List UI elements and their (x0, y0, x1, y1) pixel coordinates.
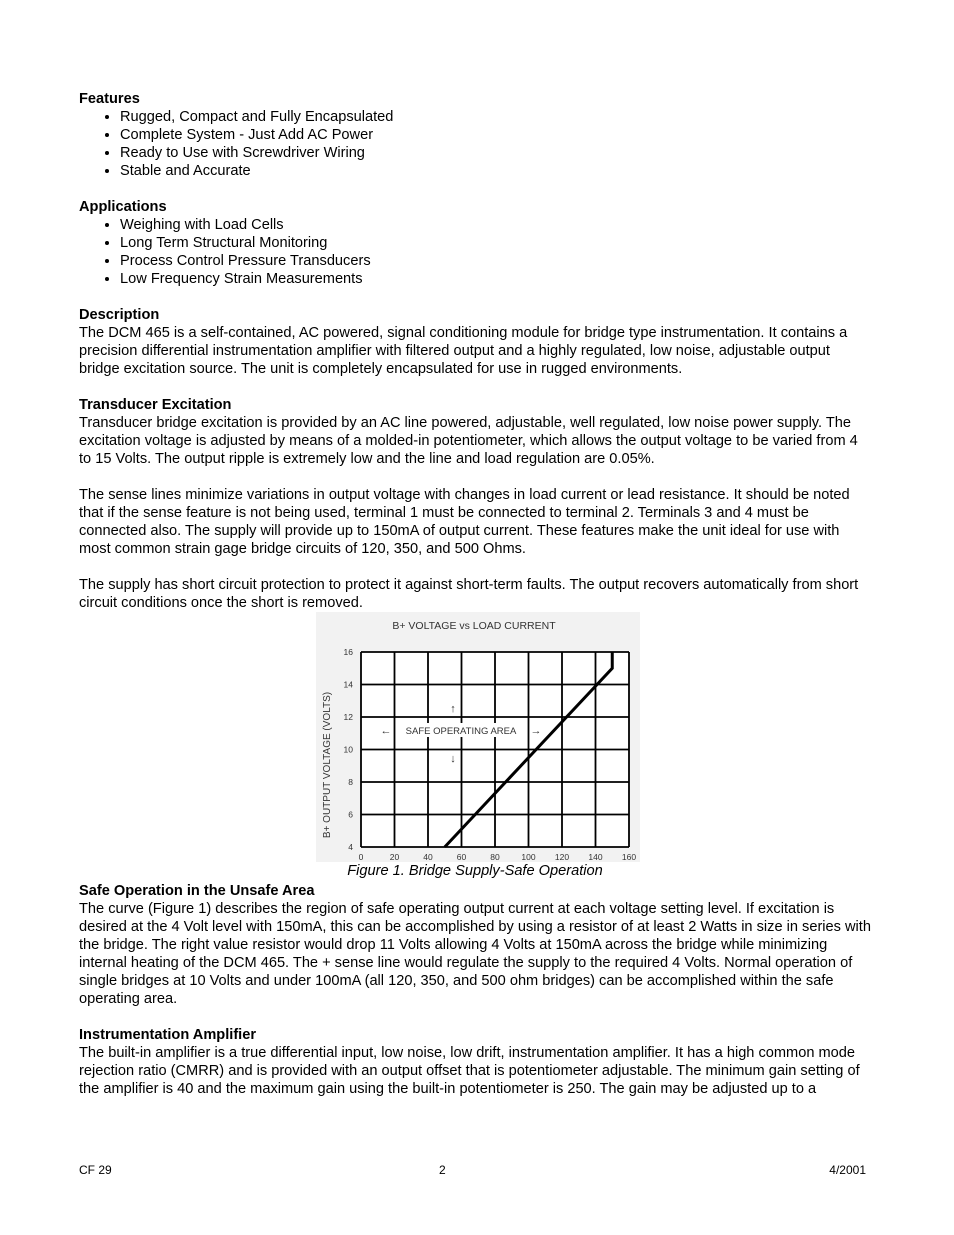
figure-1 (79, 612, 871, 882)
list-item: • Complete System - Just Add AC Power (120, 126, 871, 144)
applications-list (79, 216, 871, 288)
excitation-paragraph-3: The supply has short circuit protection to protect it against short-term faults. The output recovers automatically from short circuit conditions once the short is removed. (79, 577, 859, 611)
unsafe-heading: Safe Operation in the Unsafe Area (79, 883, 315, 899)
y-tick-label: 12 (343, 712, 353, 722)
excitation-heading: Transducer Excitation (79, 397, 232, 413)
features-heading: Features (79, 91, 140, 107)
x-tick-label: 140 (588, 852, 603, 862)
annotation-arrow: ↑ (450, 703, 456, 715)
amplifier-heading: Instrumentation Amplifier (79, 1027, 257, 1043)
features-list (79, 108, 871, 180)
x-tick-label: 160 (621, 852, 637, 862)
footer-doc-code: CF 29 (79, 1163, 112, 1177)
annotation-arrow: → (530, 725, 542, 737)
description-heading: Description (79, 307, 160, 323)
list-item: • Ready to Use with Screwdriver Wiring (120, 144, 871, 162)
figure-caption: Figure 1. Bridge Supply-Safe Operation (347, 863, 603, 879)
x-tick-label: 40 (423, 852, 433, 862)
amplifier-text: The built-in amplifier is a true differential input, low noise, low drift, instrumentation amplifier. It has a high common mode rejection ratio (CMRR) and is provided with an output offset that is potentiometer adjustable. The minimum gain setting of the amplifier is 40 and the maximum gain using the built-in potentiometer is 250. The gain may be adjusted up to a (79, 1045, 860, 1097)
y-tick-label: 4 (348, 842, 353, 852)
x-tick-label: 20 (389, 852, 400, 862)
list-item: • Weighing with Load Cells (120, 216, 871, 234)
annotation-safe-operating-area: SAFE OPERATING AREA (405, 726, 517, 737)
footer-date: 4/2001 (829, 1163, 866, 1177)
y-tick-label: 14 (343, 679, 353, 690)
x-tick-label: 0 (358, 852, 364, 862)
list-item: • Rugged, Compact and Fully Encapsulated (120, 108, 871, 126)
x-tick-label: 100 (521, 852, 536, 862)
applications-heading: Applications (79, 199, 167, 215)
y-tick-label: 10 (343, 744, 353, 755)
footer-page-number: 2 (439, 1163, 446, 1177)
list-item: • Low Frequency Strain Measurements (120, 270, 871, 288)
list-item: • Long Term Structural Monitoring (120, 234, 871, 252)
x-tick-label: 120 (554, 852, 570, 862)
description-text: The DCM 465 is a self-contained, AC powered, signal conditioning module for bridge type instrumentation. It contains a precision differential instrumentation amplifier with filtered output and a highly regulated, low noise, adjustable output bridge excitation source. The unit is completely encapsulated for use in rugged environments. (79, 325, 848, 377)
y-tick-label: 8 (348, 777, 353, 787)
document-body (79, 90, 871, 1098)
bridge-supply-chart (316, 612, 640, 862)
x-tick-label: 60 (456, 852, 467, 862)
annotation-arrow: ↓ (450, 753, 456, 765)
list-item: • Stable and Accurate (120, 162, 871, 180)
list-item: • Process Control Pressure Transducers (120, 252, 871, 270)
y-tick-label: 16 (343, 647, 353, 657)
x-tick-label: 80 (490, 852, 500, 862)
chart-title: B+ VOLTAGE vs LOAD CURRENT (392, 620, 556, 632)
excitation-paragraph-1: Transducer bridge excitation is provided by an AC line powered, adjustable, well regulated, low noise power supply. The excitation voltage is adjusted by means of a molded-in potentiometer, which allows the output voltage to be varied from 4 to 15 Volts. The output ripple is extremely low and the line and load regulation are 0.05%. (79, 415, 858, 467)
unsafe-text: The curve (Figure 1) describes the region of safe operating output current at each voltage setting level. If excitation is desired at the 4 Volt level with 150mA, this can be accomplished by using a resistor of at least 2 Watts in size in series with the bridge. The right value resistor would drop 11 Volts allowing 4 Volts at 150mA across the bridge while minimizing internal heating of the DCM 465. The + sense line would regulate the supply to the required 4 Volts. Normal operation of single bridges at 10 Volts and under 100mA (all 120, 350, and 500 ohm bridges) can be accomplished within the safe operating area. (79, 901, 871, 1007)
y-tick-label: 6 (348, 809, 353, 820)
y-axis-label: B+ OUTPUT VOLTAGE (VOLTS) (322, 691, 333, 839)
annotation-arrow: ← (380, 725, 392, 737)
excitation-paragraph-2: The sense lines minimize variations in output voltage with changes in load current or lead resistance. It should be noted that if the sense feature is not being used, terminal 1 must be connected to terminal 2. Terminals 3 and 4 must be connected also. The supply will provide up to 150mA of output current. These features make the unit ideal for use with most common strain gage bridge circuits of 120, 350, and 500 Ohms. (79, 487, 850, 557)
